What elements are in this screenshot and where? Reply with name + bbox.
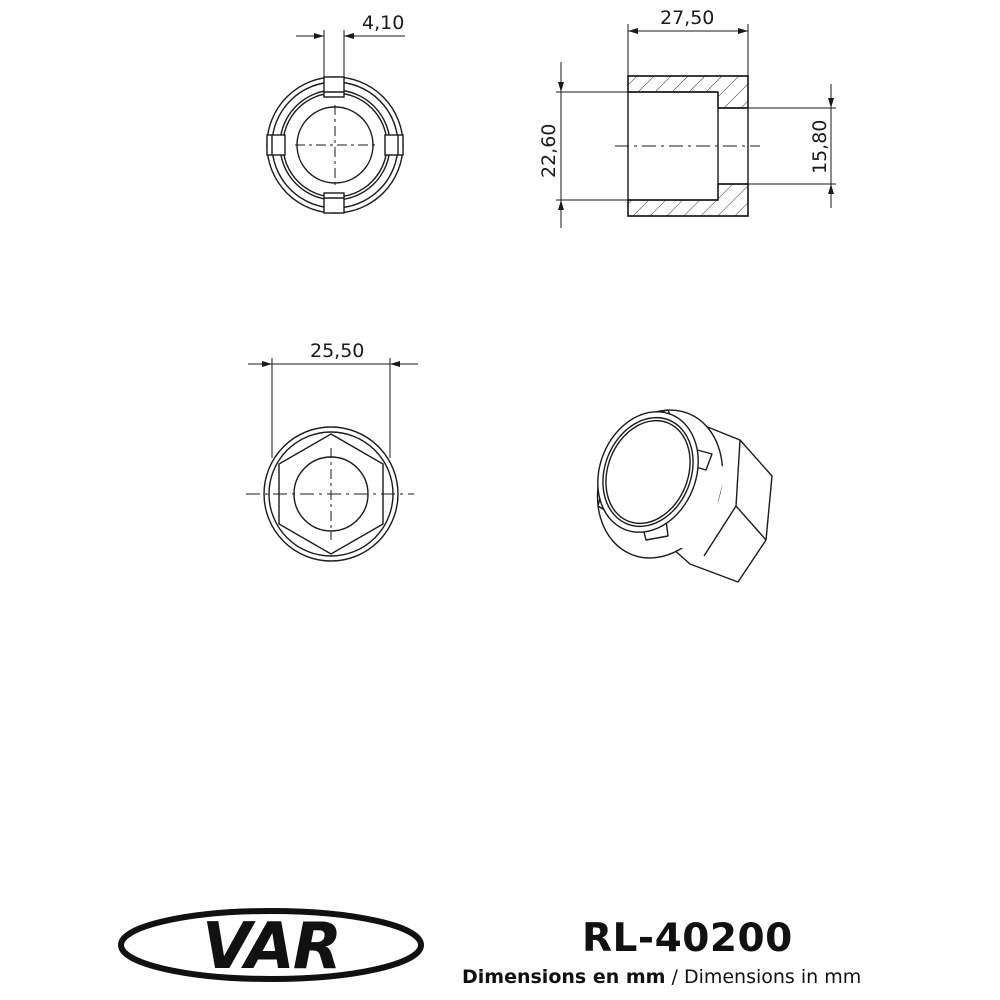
- dim-length: 27,50: [660, 7, 715, 29]
- rear-hex-view: [246, 358, 418, 561]
- units-fr: Dimensions en mm: [462, 966, 666, 988]
- dim-slot-width: 4,10: [362, 12, 405, 34]
- var-logo: [121, 910, 421, 984]
- logo-text: VAR: [202, 910, 340, 984]
- isometric-view: [576, 391, 772, 582]
- side-section-view: [556, 24, 836, 228]
- units-en: Dimensions in mm: [683, 966, 862, 988]
- dim-bore-diameter: 15,80: [809, 119, 831, 174]
- dim-hex-across-flats: 25,50: [310, 340, 365, 362]
- dim-outer-diameter: 22,60: [538, 123, 560, 178]
- units-separator: /: [665, 966, 684, 988]
- front-view: [267, 30, 405, 213]
- part-number: RL-40200: [582, 916, 793, 961]
- units-caption: [462, 966, 861, 988]
